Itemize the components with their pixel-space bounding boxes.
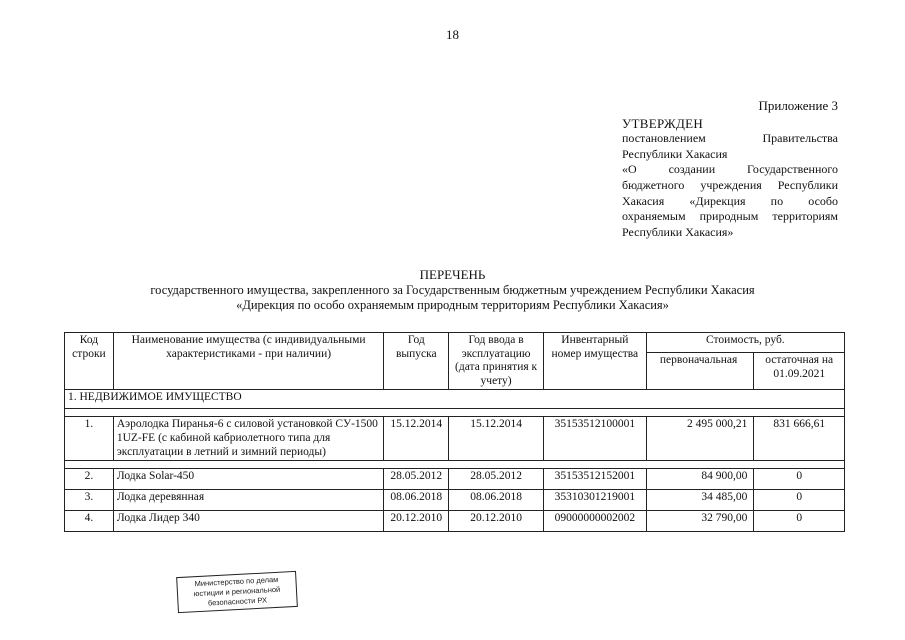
- cell-code: 3.: [65, 490, 114, 511]
- cell-year: 28.05.2012: [384, 469, 449, 490]
- asset-table: [64, 332, 845, 532]
- cell-commissioning: 20.12.2010: [449, 511, 544, 532]
- header-year: Год выпуска: [384, 333, 449, 390]
- header-commissioning: Год ввода в эксплуатацию (дата принятия к учету): [449, 333, 544, 390]
- cell-residual-cost: 0: [754, 511, 845, 532]
- header-initial-cost: первоначальная: [646, 353, 754, 390]
- title-block: [40, 268, 865, 312]
- spacer-row: [65, 461, 845, 469]
- cell-initial-cost: 34 485,00: [646, 490, 754, 511]
- table-row: [65, 511, 845, 532]
- document-subtitle-line-2: «Дирекция по особо охраняемым природным территориям Республики Хакасия»: [236, 297, 669, 312]
- cell-inventory: 35153512152001: [543, 469, 646, 490]
- cell-commissioning: 15.12.2014: [449, 417, 544, 461]
- cell-initial-cost: 2 495 000,21: [646, 417, 754, 461]
- appendix-label: Приложение 3: [758, 98, 838, 113]
- cell-initial-cost: 32 790,00: [646, 511, 754, 532]
- approval-text-line-2: «О создании Государственного бюджетного учреждения Республики Хакасия «Дирекция по особо охраняемым природным территориям Республики Хакасия»: [622, 162, 838, 239]
- table-row: [65, 490, 845, 511]
- cell-year: 20.12.2010: [384, 511, 449, 532]
- cell-year: 08.06.2018: [384, 490, 449, 511]
- document-subtitle-line-1: государственного имущества, закрепленного за Государственным бюджетным учреждением Республики Хакасия: [150, 282, 755, 297]
- cell-inventory: 35153512100001: [543, 417, 646, 461]
- header-cost: Стоимость, руб.: [646, 333, 844, 353]
- cell-residual-cost: 831 666,61: [754, 417, 845, 461]
- section-title: 1. НЕДВИЖИМОЕ ИМУЩЕСТВО: [65, 390, 845, 409]
- cell-code: 4.: [65, 511, 114, 532]
- cell-name: Аэролодка Пиранья-6 с силовой установкой СУ-1500 1UZ-FE (с кабиной кабриолетного типа для эксплуатации в летний и зимний периоды): [113, 417, 383, 461]
- cell-name: Лодка Лидер 340: [113, 511, 383, 532]
- cell-commissioning: 08.06.2018: [449, 490, 544, 511]
- document-title: ПЕРЕЧЕНЬ: [419, 267, 486, 282]
- cell-commissioning: 28.05.2012: [449, 469, 544, 490]
- header-name: Наименование имущества (с индивидуальными характеристиками - при наличии): [113, 333, 383, 390]
- table-row: [65, 417, 845, 461]
- header-residual-cost: остаточная на 01.09.2021: [754, 353, 845, 390]
- spacer-cell: [65, 461, 845, 469]
- cell-name: Лодка деревянная: [113, 490, 383, 511]
- cell-residual-cost: 0: [754, 490, 845, 511]
- cell-inventory: 35310301219001: [543, 490, 646, 511]
- page-number: 18: [446, 27, 459, 42]
- cell-name: Лодка Solar-450: [113, 469, 383, 490]
- header-inventory: Инвентарный номер имущества: [543, 333, 646, 390]
- approval-block: [622, 98, 838, 240]
- cell-year: 15.12.2014: [384, 417, 449, 461]
- cell-initial-cost: 84 900,00: [646, 469, 754, 490]
- ministry-stamp: Министерство по делам юстиции и региональной безопасности РХ: [176, 571, 298, 613]
- approval-text-line-1: постановлением Правительства Республики Хакасия: [622, 131, 838, 161]
- spacer-cell: [65, 409, 845, 417]
- table-row: [65, 469, 845, 490]
- approved-label: УТВЕРЖДЕН: [622, 115, 704, 131]
- cell-inventory: 09000000002002: [543, 511, 646, 532]
- spacer-row: [65, 409, 845, 417]
- cell-code: 1.: [65, 417, 114, 461]
- cell-code: 2.: [65, 469, 114, 490]
- table-header-row: [65, 333, 845, 353]
- cell-residual-cost: 0: [754, 469, 845, 490]
- section-row: [65, 390, 845, 409]
- header-code: Код строки: [65, 333, 114, 390]
